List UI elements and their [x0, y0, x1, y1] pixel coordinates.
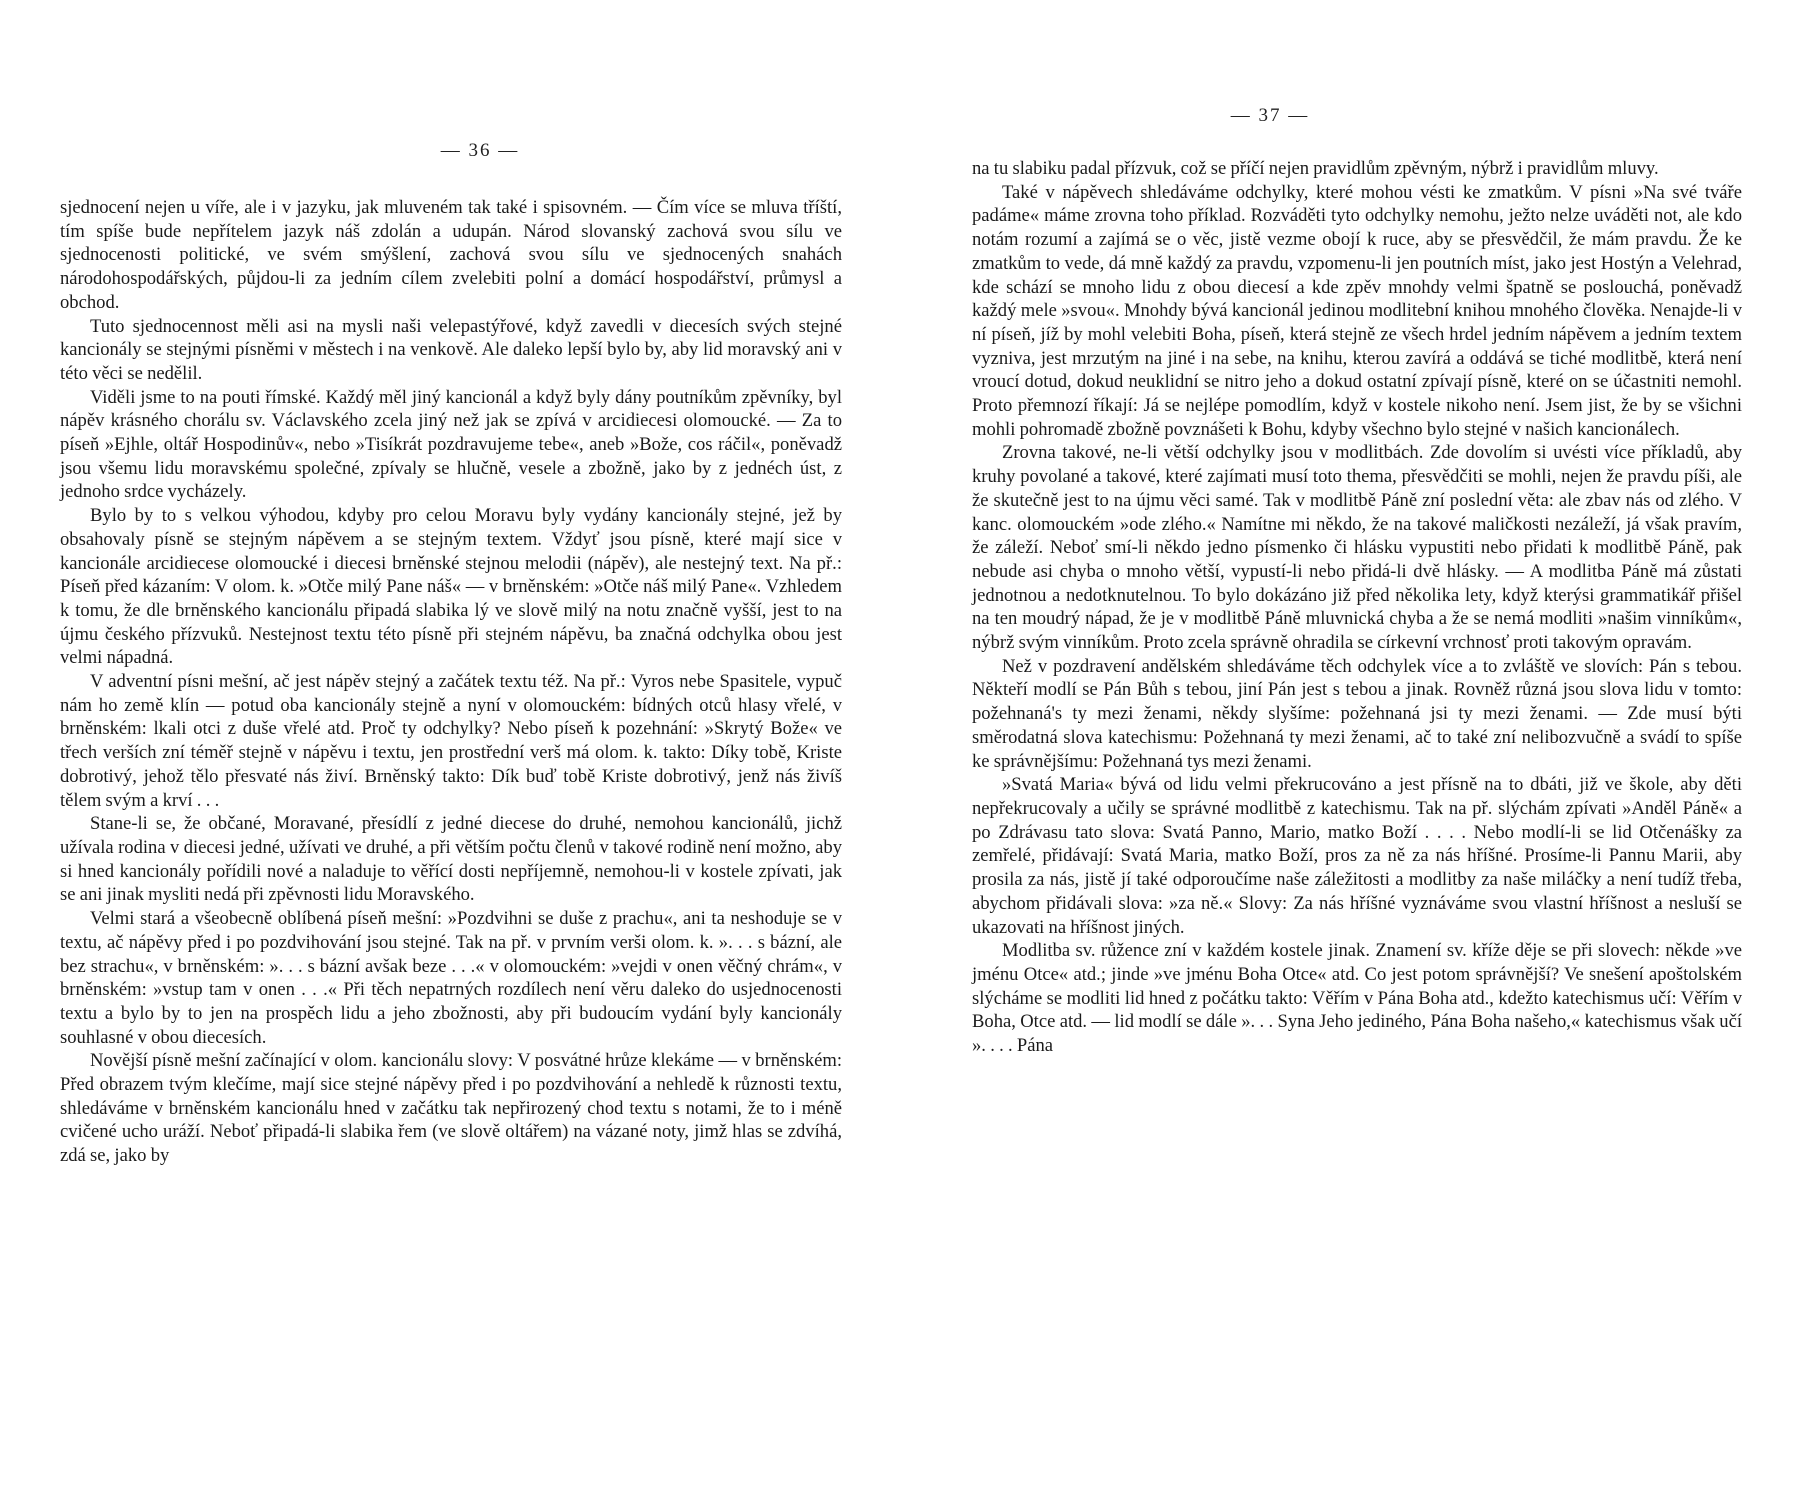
paragraph: Velmi stará a všeobecně oblíbená píseň mešní: »Pozdvihni se duše z prachu«, ani ta neshoduje se v textu, ač nápěvy před i po pozdvihování jsou stejné. Tak na př. v prvním verši olom. k. ». . . s bázní, ale bez strachu«, v brněnském: ». . . s bázní avšak beze . . .« v olomouckém: »vejdi v onen věčný chrám«, v brněnském: »vstup tam v onen . . .« Při těch nepatrných rozdílech není věru daleko do usjednocenosti textu a bylo by to jen na prospěch lidu a jeho zbožnosti, aby při budoucím vydání byly kancionály souhlasné v obou diecesích.	[60, 908, 842, 1048]
right-page	[900, 0, 1800, 1500]
page-number: — 36 —	[440, 140, 520, 161]
page-text	[972, 157, 1742, 1058]
paragraph: »Svatá Maria« bývá od lidu velmi překrucováno a jest přísně na to dbáti, již ve škole, aby děti nepřekrucovaly a učily se správné modlitbě z katechismu. Tak na př. slýchám zpívati »Anděl Páně« a po Zdrávasu tato slova: Svatá Panno, Mario, matko Boží . . . . Nebo modlí-li se lid Otčenášky za zemřelé, přidávají: Svatá Maria, matko Boží, pros za ně za nás hříšné. Prosíme-li Pannu Marii, aby prosila za nás, jistě jí také odporoučíme naše záležitosti a modlitby za naše miláčky a není tudíž třeba, abychom přidávali slova: »za ně.« Slovy: Za nás hříšné vyznáváme svou vlastní hříšnost a nesluší se ukazovati na hříšnost jiných.	[972, 774, 1742, 938]
paragraph: Novější písně mešní začínající v olom. kancionálu slovy: V posvátné hrůze klekáme — v brněnském: Před obrazem tvým klečíme, mají sice stejné nápěvy před i po pozdvihování a nehledě k různosti textu, shledáváme v brněnském kancionálu hned v začátku tak nepřirozený chod textu s notami, že to i méně cvičené ucho uráží. Neboť připadá-li slabika řem (ve slově oltářem) na vázané noty, jimž hlas se zdvíhá, zdá se, jako by	[60, 1050, 842, 1167]
paragraph: Zrovna takové, ne-li větší odchylky jsou v modlitbách. Zde dovolím si uvésti více příkladů, aby kruhy povolané a takové, které zajímati musí toto thema, přesvědčiti se mohli, nejen že pravdu píši, ale že skutečně jest to na újmu věci samé. Tak v modlitbě Páně zní poslední věta: ale zbav nás od zlého. V kanc. olomouckém »ode zlého.« Namítne mi někdo, že na takové maličkosti nezáleží, já však pravím, že záleží. Neboť smí-li někdo jedno písmenko či hlásku vypustiti nebo přidati k modlitbě Páně, pak nebude asi chyba o mnoho větší, vypustí-li nebo přidá-li dvě hlásky. — A modlitba Páně má zůstati jednotnou a nedotknutelnou. To bylo dokázáno již před několika lety, když kterýsi grammatikář přišel na ten moudrý nápad, že je v modlitbě Páně mluvnická chyba a že se nemá modliti »našim vinníkům«, nýbrž svým vinníkům. Proto zcela správně ohradila se církevní vrchnosť proti takovým opravám.	[972, 442, 1742, 654]
paragraph: Stane-li se, že občané, Moravané, přesídlí z jedné diecese do druhé, nemohou kancionálů, jichž užívala rodina v diecesi jedné, užívati ve druhé, a při větším počtu členů v takové rodině není možno, aby si hned kancionály pořídili nové a naladuje to věřící dosti nepříjemně, nemohou-li v kostele zpívati, jak se ani jinak mysliti nedá při zpěvnosti lidu Moravského.	[60, 813, 842, 906]
paragraph: V adventní písni mešní, ač jest nápěv stejný a začátek textu též. Na př.: Vyros nebe Spasitele, vypuč nám ho země klín — potud oba kancionály stejně a nyní v olomouckém: bídných otců hlasy vřelé, v brněnském: lkali otci z duše vřelé atd. Proč ty odchylky? Nebo píseň k pozehnání: »Skrytý Bože« ve třech verších zní téměř stejně v nápěvu i textu, jen prostřední verš má olom. k. takto: Díky tobě, Kriste dobrotivý, jehož tělo přesvaté nás živí. Brněnský takto: Dík buď tobě Kriste dobrotivý, jenž nás živíš tělem svým a krví . . .	[60, 671, 842, 811]
page-number: — 37 —	[1230, 105, 1310, 126]
page-text	[60, 196, 842, 1168]
paragraph: Než v pozdravení andělském shledáváme těch odchylek více a to zvláště ve slovích: Pán s tebou. Někteří modlí se Pán Bůh s tebou, jiní Pán jest s tebou a jinak. Rovněž různá jsou slova lidu v tomto: požehnaná's ty mezi ženami, někdy slyšíme: požehnaná jsi ty mezi ženami. — Zde musí býti směrodatná slova katechismu: Požehnaná ty mezi ženami, ač to také zní nelibozvučně a svádí to spíše ke správnějšímu: Požehnaná tys mezi ženami.	[972, 655, 1742, 772]
paragraph: Také v nápěvech shledáváme odchylky, které mohou vésti ke zmatkům. V písni »Na své tváře padáme« máme zrovna toho příklad. Rozváděti tyto odchylky nemohu, ježto nelze uváděti not, ale kdo notám rozumí a zajímá se o věc, jistě vezme obojí k ruce, aby se přesvědčil, že mám pravdu. Že ke zmatkům to vede, dá mně každý za pravdu, vzpomenu-li jen poutních míst, jako jest Hostýn a Velehrad, kde schází se mnoho lidu z obou diecesí a kde zpěv mnohdy velmi špatně se poslouchá, poněvadž každý mele »svou«. Mnohdy bývá kancionál jedinou modlitební knihou mnohého člověka. Nenajde-li v ní píseň, jíž by mohl velebiti Boha, píseň, která stejně ze všech hrdel jedním nápěvem a jedním textem vyzniva, jest mrzutým na jiné i na sebe, na knihu, kterou zavírá a oddává se tiché modlitbě, která není vroucí dotud, dokud neuklidní se nitro jeho a dokud ostatní zpívají písně, které on se účastniti nemohl. Proto přemnozí říkají: Já se nejlépe pomodlím, když v kostele nikoho není. Jsem jist, že by se všichni mohli pohromadě zbožně povznášeti k Bohu, kdyby všechno bylo stejné v našich kancionálech.	[972, 181, 1742, 440]
paragraph: Modlitba sv. růžence zní v každém kostele jinak. Znamení sv. kříže děje se při slovech: někde »ve jménu Otce« atd.; jinde »ve jménu Boha Otce« atd. Co jest potom správnější? Ve snešení apoštolském slýcháme se modliti lid hned z počátku takto: Věřím v Pána Boha atd., kdežto katechismus učí: Věřím v Boha, Otce atd. — lid modlí se dále ». . . Syna Jeho jediného, Pána Boha našeho,« katechismus však učí ». . . . Pána	[972, 940, 1742, 1057]
paragraph: Viděli jsme to na pouti římské. Každý měl jiný kancionál a když byly dány poutníkům zpěvníky, byl nápěv krásného chorálu sv. Václavského zcela jiný než jak se zpívá v arcidiecesi olomoucké. — Za to píseň »Ejhle, oltář Hospodinův«, nebo »Tisíkrát pozdravujeme tebe«, aneb »Bože, cos ráčil«, poněvadž jsou všemu lidu moravskému společné, zpívaly se hlučně, vesele a zbožně, jako by z jednéch úst, z jednoho srdce vycházely.	[60, 386, 842, 503]
paragraph: na tu slabiku padal přízvuk, což se příčí nejen pravidlům zpěvným, nýbrž i pravidlům mluvy.	[972, 158, 1659, 179]
paragraph: sjednocení nejen u víře, ale i v jazyku, jak mluveném tak také i spisovném. — Čím více se mluva tříští, tím spíše bude nepřítelem jazyk náš zdolán a udupán. Národ slovanský zachová svou sílu ve sjednocenosti politické, ve svém smýšlení, zachová svou sílu ve sjednocených snahách národohospodářských, půjdou-li za jedním cílem zvelebiti polní a domácí hospodářství, průmysl a obchod.	[60, 197, 842, 313]
paragraph: Tuto sjednocennost měli asi na mysli naši velepastýřové, když zavedli v diecesích svých stejné kancionály se stejnými písněmi v městech i na venkově. Ale daleko lepší bylo by, aby lid moravský ani v této věci se nedělil.	[60, 315, 842, 384]
paragraph: Bylo by to s velkou výhodou, kdyby pro celou Moravu byly vydány kancionály stejné, jež by obsahovaly písně se stejným nápěvem a se stejným textem. Vždyť jsou písně, které mají sice v kancionále arcidiecese olomoucké i diecesi brněnské stejnou melodii (nápěv), ale nestejný text. Na př.: Píseň před kázaním: V olom. k. »Otče milý Pane náš« — v brněnském: »Otče náš milý Pane«. Vzhledem k tomu, že dle brněnského kancionálu připadá slabika lý ve slově milý na notu značně vyšší, jest to na újmu českého přízvuků. Nestejnost textu této písně při stejném nápěvu, ba značná odchylka obou jest velmi nápadná.	[60, 505, 842, 669]
